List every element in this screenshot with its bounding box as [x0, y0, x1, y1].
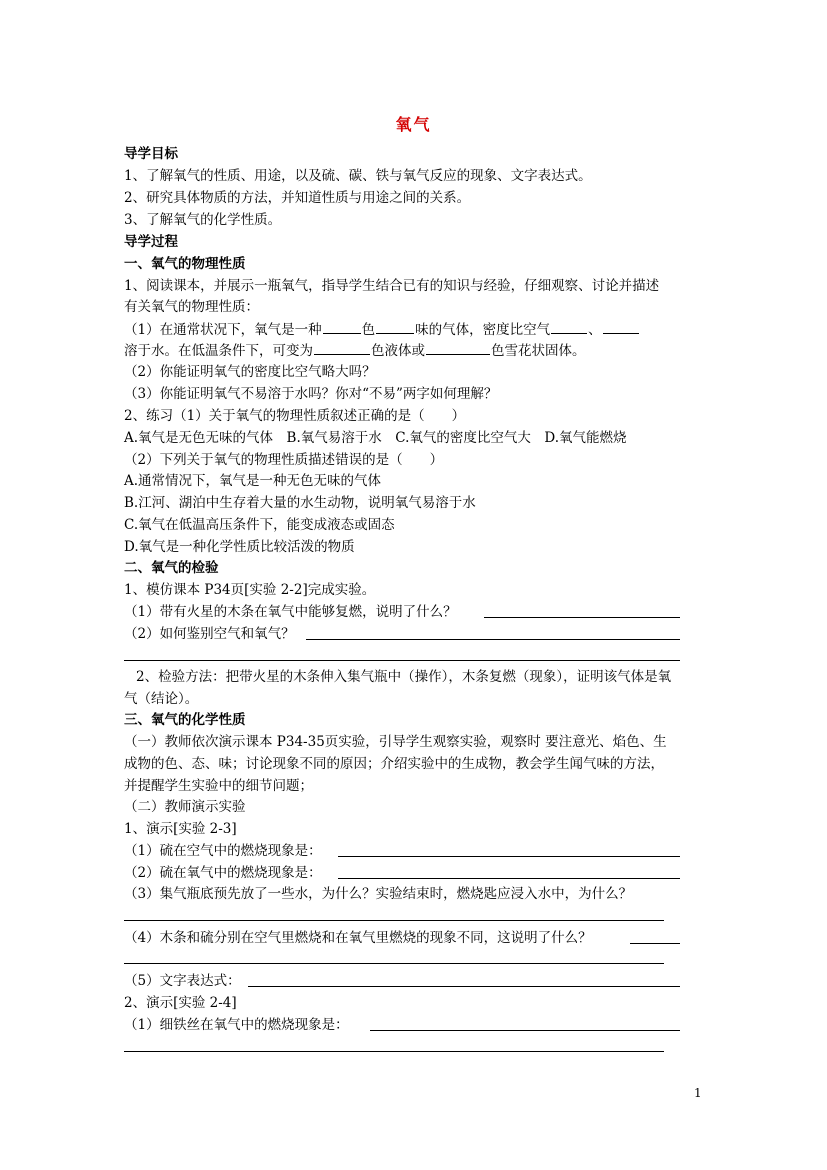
answer-line[interactable] — [306, 639, 680, 640]
answer-line[interactable] — [484, 617, 680, 618]
page-number: 1 — [694, 1086, 702, 1100]
s3-paragraph-line-1: （一）教师依次演示课本 P34-35页实验，引导学生观察实验，观察时 要注意光、焰色、生 — [124, 734, 667, 750]
exercise-2-option-c: C.氧气在低温高压条件下，能变成液态或固态 — [124, 517, 395, 533]
blank-density[interactable] — [551, 319, 587, 334]
blank-solid-color[interactable] — [426, 340, 490, 355]
demo-1-heading: 1、演示[实验 2-3] — [124, 821, 237, 837]
answer-line[interactable] — [248, 986, 680, 987]
s2-question-2: （2）如何鉴别空气和氧气？ — [124, 626, 295, 642]
s1-question-3: （3）你能证明氧气不易溶于水吗？你对“不易”两字如何理解？ — [124, 386, 498, 402]
s3-paragraph-line-3: 并提醒学生实验中的细节问题； — [124, 778, 313, 794]
answer-line[interactable] — [124, 963, 664, 964]
blank-liquid-color[interactable] — [314, 340, 370, 355]
s1-question-2: （2）你能证明氧气的密度比空气略大吗？ — [124, 364, 376, 380]
section-1-heading: 一、氧气的物理性质 — [124, 256, 246, 272]
s3-paragraph-2: （二）教师演示实验 — [124, 799, 246, 815]
s1-question-1-line-2: 溶于水。在低温条件下，可变为 色液体或 色雪花状固体。 — [124, 340, 586, 360]
goal-item-3: 3、了解氧气的化学性质。 — [124, 212, 282, 228]
s2-paragraph-1: 1、模仿课本 P34页[实验 2-2]完成实验。 — [124, 582, 376, 598]
answer-line[interactable] — [338, 878, 680, 879]
answer-line[interactable] — [370, 1030, 680, 1031]
answer-line[interactable] — [124, 920, 664, 921]
s2-paragraph-2-line-2: 气（结论）。 — [124, 691, 199, 707]
answer-line[interactable] — [124, 660, 680, 661]
demo-1-question-4: （4）木条和硫分别在空气里燃烧和在氧气里燃烧的现象不同，这说明了什么？ — [124, 930, 592, 946]
blank-solubility[interactable] — [603, 319, 639, 334]
answer-line[interactable] — [338, 856, 680, 857]
exercise-1-options: A.氧气是无色无味的气体 B.氧气易溶于水 C.氧气的密度比空气大 D.氧气能燃烧 — [124, 430, 627, 446]
s1-question-1-line-1: （1）在通常状况下，氧气是一种 色 味的气体，密度比空气 、 — [124, 319, 640, 339]
exercise-2: （2）下列关于氧气的物理性质描述错误的是（ ） — [124, 452, 444, 468]
s2-question-1: （1）带有火星的木条在氧气中能够复燃，说明了什么？ — [124, 604, 457, 620]
page-title: 氧气 — [395, 115, 432, 134]
section-3-heading: 三、氧气的化学性质 — [124, 712, 246, 728]
demo-2-question-1: （1）细铁丝在氧气中的燃烧现象是： — [124, 1017, 349, 1033]
process-heading: 导学过程 — [124, 234, 178, 250]
exercise-1: 2、练习（1）关于氧气的物理性质叙述正确的是（ ） — [124, 408, 466, 424]
s1-paragraph-line-1: 1、阅读课本，并展示一瓶氧气，指导学生结合已有的知识与经验，仔细观察、讨论并描述 — [124, 278, 660, 294]
demo-1-question-1: （1）硫在空气中的燃烧现象是： — [124, 843, 322, 859]
section-2-heading: 二、氧气的检验 — [124, 560, 219, 576]
s1-paragraph-line-2: 有关氧气的物理性质： — [124, 299, 259, 315]
exercise-2-option-b: B.江河、湖泊中生存着大量的水生动物，说明氧气易溶于水 — [124, 495, 476, 511]
blank-color[interactable] — [323, 319, 361, 334]
answer-line[interactable] — [630, 943, 680, 944]
s2-paragraph-2-line-1: 2、检验方法：把带火星的木条伸入集气瓶中（操作），木条复燃（现象），证明该气体是氧 — [136, 669, 672, 685]
blank-odor[interactable] — [376, 319, 414, 334]
goal-item-1: 1、了解氧气的性质、用途，以及硫、碳、铁与氧气反应的现象、文字表达式。 — [124, 168, 592, 184]
demo-1-question-5: （5）文字表达式： — [124, 973, 241, 989]
exercise-2-option-d: D.氧气是一种化学性质比较活泼的物质 — [124, 539, 355, 555]
demo-2-heading: 2、演示[实验 2-4] — [124, 995, 237, 1011]
answer-line[interactable] — [124, 1051, 664, 1052]
exercise-2-option-a: A.通常情况下，氧气是一种无色无味的气体 — [124, 473, 382, 489]
goals-heading: 导学目标 — [124, 146, 178, 162]
demo-1-question-3: （3）集气瓶底预先放了一些水，为什么？实验结束时，燃烧匙应浸入水中，为什么？ — [124, 886, 633, 902]
s3-paragraph-line-2: 成物的色、态、味；讨论现象不同的原因；介绍实验中的生成物，教会学生闻气味的方法， — [124, 756, 664, 772]
demo-1-question-2: （2）硫在氧气中的燃烧现象是： — [124, 865, 322, 881]
goal-item-2: 2、研究具体物质的方法，并知道性质与用途之间的关系。 — [124, 190, 471, 206]
